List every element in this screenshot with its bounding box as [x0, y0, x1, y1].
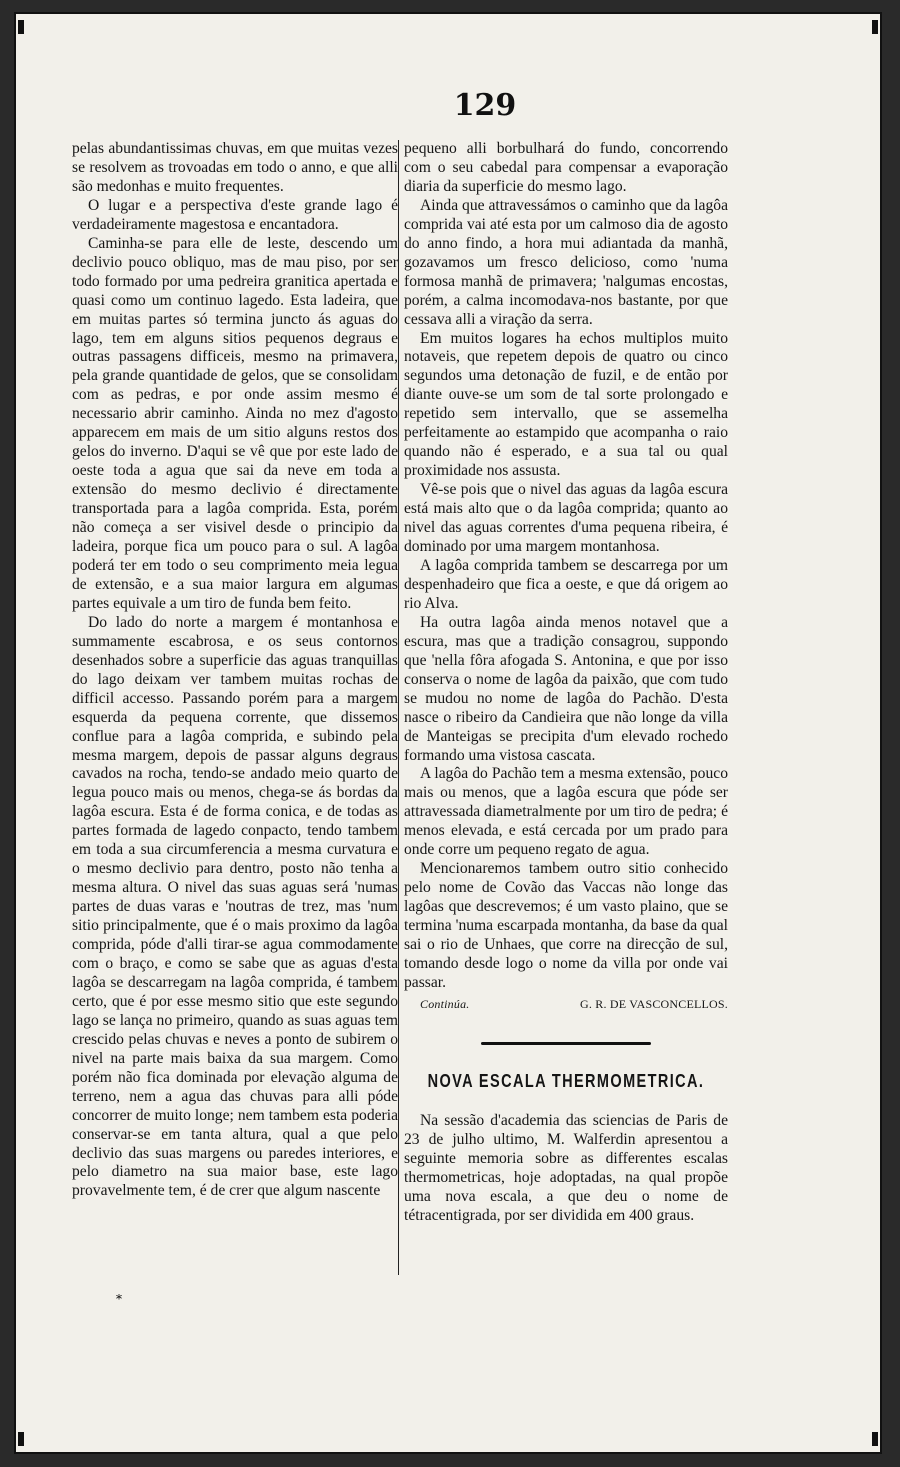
paragraph: Caminha-se para elle de leste, descendo um declivio pouco obliquo, mas de mau piso, por ser todo formado por uma pedreira granitica apertada e quasi como um continuo lagedo. Esta ladeira, que em muitas partes só termina juncto ás aguas do lago, tem em alguns sitios pequenos degraus e outras passagens difficeis, mesmo na primavera, pela grande quantidade de gelos, que se consolidam com as pedras, e por onde assim mesmo é necessario abrir caminho. Ainda no mez d'agosto apparecem em mais de um sitio alguns restos dos gelos do inverno. D'aqui se vê que por este lado de oeste toda a agua que sai da neve em toda a extensão do mesmo declivio é directamente transportada para a lagôa comprida. Esta, porém não começa a ser visivel desde o principio da ladeira, porque fica um pouco para o sul. A lagôa poderá ter em todo o seu comprimento meia legua de extensão, e a sua maior largura em algumas partes equivale a um tiro de funda bem feito.	[72, 234, 398, 612]
column-divider	[398, 140, 399, 1275]
paragraph: Do lado do norte a margem é montanhosa e summamente escabrosa, e os seus contornos desenhados sobre a superficie das aguas tranquillas do lago deixam ver tambem muitas rochas de difficil accesso. Passando porém para a margem esquerda da pequena corrente, que dissemos conflue para a lagôa comprida, e subindo pela mesma margem, depois de passar alguns degraus cavados na rocha, tendo-se andado meio quarto de legua pouco mais ou menos, chega-se ás bordas da lagôa escura. Esta é de forma conica, e de todas as partes formada de lagedo conpacto, tendo tambem em toda a sua circumferencia a mesma curvatura e o mesmo declivio para dentro, posto não tenha a mesma altura. O nivel das suas aguas será 'numas partes de duas varas e 'noutras de trez, mas 'num sitio principalmente, que é o mais proximo da lagôa comprida, póde d'alli tirar-se agua commodamente com o braço, e como se sabe que as aguas d'esta lagôa se descarregam na lagôa comprida, é tambem certo, que é por esse mesmo sitio que este segundo lago se lança no primeiro, quando as suas aguas tem crescido pelas chuvas e neves a ponto de subirem o nivel na parte mais baixa da sua margem. Como porém não fica dominada por elevação alguma de terreno, nem a agua das chuvas para alli póde concorrer de muito longe; nem tambem esta poderia conservar-se em tanta altura, qual a que pelo declivio das suas margens ou paredes interiores, e pelo diametro na sua maior base, este lago provavelmente tem, é de crer que algum nascente	[72, 613, 398, 1200]
paragraph: O lugar e a perspectiva d'este grande lago é verdadeiramente magestosa e encantadora.	[72, 196, 398, 233]
paragraph: pequeno alli borbulhará do fundo, concorrendo com o seu cabedal para compensar a evaporação diaria da superficie do mesmo lago.	[404, 140, 728, 195]
page-number: 129	[453, 88, 517, 123]
paragraph: Ha outra lagôa ainda menos notavel que a escura, mas que a tradição consagrou, suppondo que 'nella fôra afogada S. Antonina, e que por isso conserva o nome de lagôa da paixão, que com tudo se mudou no nome de lagôa do Pachão. D'esta nasce o ribeiro da Candieira que não longe da villa de Manteigas se precipita d'um elevado rochedo formando uma vistosa cascata.	[404, 613, 728, 764]
author-signature: G. R. DE VASCONCELLOS.	[580, 996, 728, 1011]
register-mark	[18, 20, 24, 34]
register-mark	[872, 20, 878, 34]
paragraph: Ainda que attravessámos o caminho que da lagôa comprida vai até esta por um calmoso dia de agosto do anno findo, a hora mui adiantada da manhã, gozavamos um fresco delicioso, como 'numa formosa manhã de primavera; 'nalgumas encostas, porém, a calma incomodava-nos bastante, por que cessava alli a viração da serra.	[404, 196, 728, 328]
section-title: NOVA ESCALA THERMOMETRICA.	[427, 1071, 705, 1092]
section-rule	[481, 1042, 651, 1045]
paragraph: Vê-se pois que o nivel das aguas da lagôa escura está mais alto que o da lagôa comprida; quanto ao nivel das aguas correntes d'uma pequena ribeira, é dominado por uma margem montanhosa.	[404, 481, 728, 556]
footnote-mark: *	[116, 1292, 122, 1306]
paragraph: pelas abundantissimas chuvas, em que muitas vezes se resolvem as trovoadas em todo o anno, e que alli são medonhas e muito frequentes.	[72, 140, 398, 195]
byline	[404, 995, 728, 1014]
paragraph: Em muitos logares ha echos multiplos muito notaveis, que repetem depois de quatro ou cinco segundos uma detonação de fuzil, e de então por diante ouve-se um som de tal sorte prolongado e repetido sem intervallo, que se assemelha perfeitamente ao estampido que acompanha o raio quando não é esperado, e a sua tal ou qual proximidade nos assusta.	[404, 329, 728, 480]
paragraph: A lagôa do Pachão tem a mesma extensão, pouco mais ou menos, que a lagôa escura que póde ser attravessada diametralmente por um tiro de pedra; é menos elevada, e está cercada por um prado para onde corre um pequeno regato de agua.	[404, 765, 728, 859]
paragraph: A lagôa comprida tambem se descarrega por um despenhadeiro que fica a oeste, e que dá origem ao rio Alva.	[404, 556, 728, 612]
continua-label: Continúa.	[420, 996, 470, 1011]
paragraph: Na sessão d'academia das sciencias de Paris de 23 de julho ultimo, M. Walferdin apresentou a seguinte memoria sobre as differentes escalas thermometricas, hoje adoptadas, na qual propõe uma nova escala, a que deu o nome de tétracentigrada, por ser dividida em 400 graus.	[404, 1111, 728, 1224]
right-column	[404, 140, 728, 1226]
left-column	[72, 140, 398, 1201]
register-mark	[18, 1432, 24, 1446]
paragraph: Mencionaremos tambem outro sitio conhecido pelo nome de Covão das Vaccas não longe das lagôas que descrevemos; é um vasto plaino, que se termina 'numa escarpada montanha, da base da qual sai o rio de Unhaes, que corre na direcção de sul, tomando desde logo o nome da villa por onde vai passar.	[404, 860, 728, 991]
register-mark	[872, 1432, 878, 1446]
